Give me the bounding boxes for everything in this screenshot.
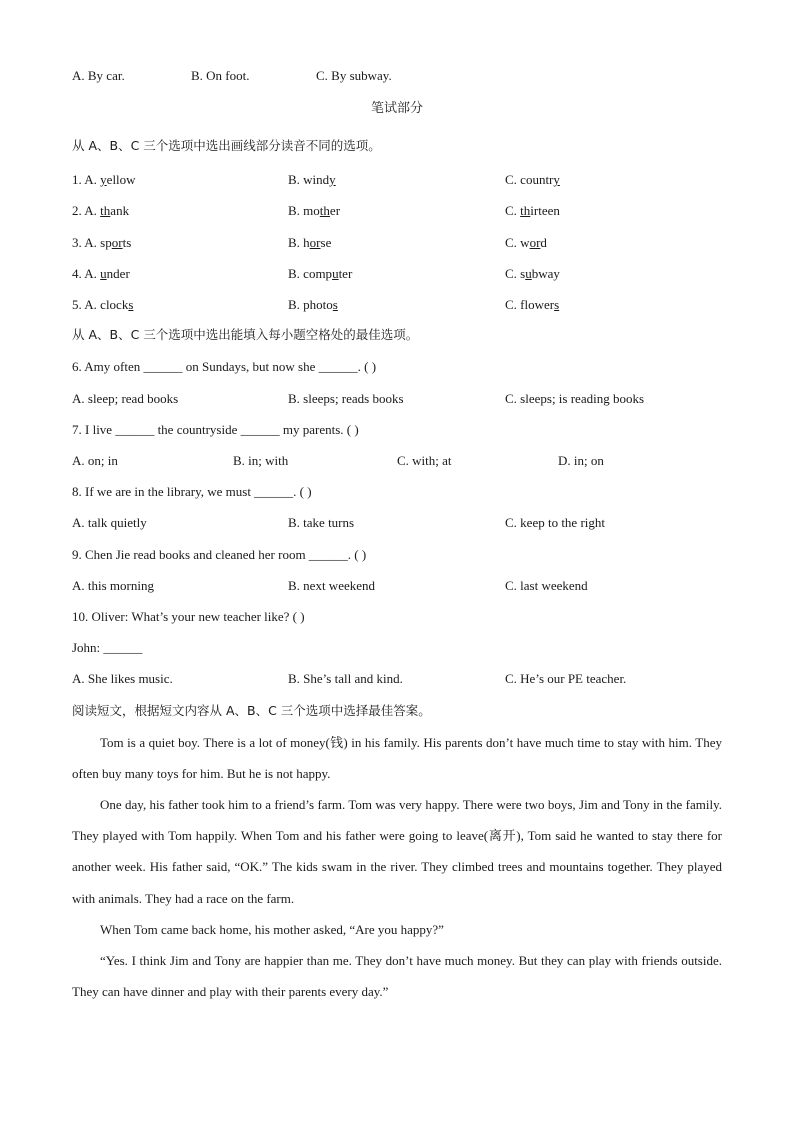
word-part: B. wind — [288, 172, 330, 187]
option-a — [72, 234, 131, 252]
word-part: sp — [100, 235, 112, 250]
word-part: B. photo — [288, 297, 333, 312]
word-part: er — [329, 203, 341, 218]
option-c — [505, 171, 560, 189]
word-part: 1. A. — [72, 172, 101, 187]
underlined-letters: s — [128, 297, 134, 312]
underlined-letters: s — [554, 297, 560, 312]
word-part: 4. A. — [72, 266, 101, 281]
word-part: C. — [505, 203, 521, 218]
option-b — [288, 171, 336, 189]
option-b — [288, 296, 338, 314]
option-c — [505, 234, 547, 252]
word-part: d — [540, 235, 547, 250]
word-part: ank — [110, 203, 130, 218]
word-part: C. countr — [505, 172, 554, 187]
underlined-letters: s — [332, 297, 338, 312]
word-part: B. comp — [288, 266, 333, 281]
underlined-letters: or — [309, 235, 321, 250]
q9-option-c: C. last weekend — [505, 578, 588, 593]
word-part: B. mo — [288, 203, 320, 218]
top-option-c: C. By subway. — [316, 68, 392, 83]
passage-paragraph-4: “Yes. I think Jim and Tony are happier than me. They don’t have much money. But they can play with friends outside. They can have dinner and play with their parents every day.” — [72, 953, 722, 1000]
word-part: ter — [338, 266, 353, 281]
q8-option-a: A. talk quietly — [72, 515, 147, 530]
part2-instruction: 从 A、B、C 三个选项中选出能填入每小题空格处的最佳选项。 — [72, 327, 419, 342]
option-b — [288, 265, 352, 283]
option-c — [505, 296, 559, 314]
underlined-letters: u — [332, 266, 339, 281]
option-a — [72, 296, 133, 314]
passage-paragraph-2: One day, his father took him to a friend’s farm. Tom was very happy. There were two boys, Jim and Tony in the family. They played with Tom happily. When Tom and his father were going to leave(离开), Tom said he wanted to stay there for another week. His father said, “OK.” The kids swam in the river. They climbed trees and mountains together. They played with animals. They had a race on the farm. — [72, 797, 722, 906]
q10-text: 10. Oliver: What’s your new teacher like? ( ) — [72, 609, 305, 624]
word-part: irteen — [530, 203, 560, 218]
part3-instruction: 阅读短文，根据短文内容从 A、B、C 三个选项中选择最佳答案。 — [72, 703, 431, 718]
word-part: B. h — [288, 235, 310, 250]
underlined-letters: th — [100, 203, 111, 218]
passage-paragraph-1: Tom is a quiet boy. There is a lot of money(钱) in his family. His parents don’t have much time to stay with him. They often buy many toys for him. But he is not happy. — [72, 735, 722, 782]
q10-reply: John: ______ — [72, 640, 143, 655]
option-c — [505, 265, 560, 283]
q7-option-b: B. in; with — [233, 453, 289, 468]
word-part: C. w — [505, 235, 530, 250]
option-c — [505, 202, 560, 220]
q6-option-a: A. sleep; read books — [72, 391, 179, 406]
q7-text: 7. I live ______ the countryside ______ my parents. ( ) — [72, 422, 359, 437]
underlined-letters: y — [100, 172, 107, 187]
option-b — [288, 234, 331, 252]
option-a — [72, 265, 130, 283]
underlined-letters: th — [319, 203, 330, 218]
q8-option-c: C. keep to the right — [505, 515, 606, 530]
q6-option-c: C. sleeps; is reading books — [505, 391, 645, 406]
word-part: C. flower — [505, 297, 555, 312]
word-part: 2. A. — [72, 203, 101, 218]
part1-instruction: 从 A、B、C 三个选项中选出画线部分读音不同的选项。 — [72, 138, 381, 153]
q7-option-a: A. on; in — [72, 453, 118, 468]
word-part: 3. A. — [72, 235, 101, 250]
q6-text: 6. Amy often ______ on Sundays, but now she ______. ( ) — [72, 359, 377, 374]
word-part: clock — [100, 297, 129, 312]
q8-text: 8. If we are in the library, we must ______. ( ) — [72, 484, 312, 499]
underlined-letters: y — [329, 172, 336, 187]
word-part: bway — [531, 266, 560, 281]
q10-option-a: A. She likes music. — [72, 671, 173, 686]
q9-option-a: A. this morning — [72, 578, 154, 593]
option-b — [288, 202, 340, 220]
q9-text: 9. Chen Jie read books and cleaned her room ______. ( ) — [72, 547, 367, 562]
word-part: se — [320, 235, 332, 250]
passage-paragraph-3: When Tom came back home, his mother asked, “Are you happy?” — [100, 922, 444, 937]
q7-option-c: C. with; at — [397, 453, 452, 468]
word-part: 5. A. — [72, 297, 101, 312]
q10-option-c: C. He’s our PE teacher. — [505, 671, 627, 686]
q8-option-b: B. take turns — [288, 515, 355, 530]
underlined-letters: or — [111, 235, 123, 250]
q6-option-b: B. sleeps; reads books — [288, 391, 404, 406]
word-part: ts — [122, 235, 132, 250]
top-option-b: B. On foot. — [191, 68, 250, 83]
underlined-letters: th — [520, 203, 531, 218]
section-title: 笔试部分 — [370, 100, 423, 115]
q9-option-b: B. next weekend — [288, 578, 376, 593]
word-part: ellow — [106, 172, 136, 187]
word-part: nder — [106, 266, 130, 281]
top-option-a: A. By car. — [72, 68, 125, 83]
word-part: C. s — [505, 266, 526, 281]
q10-option-b: B. She’s tall and kind. — [288, 671, 403, 686]
underlined-letters: u — [525, 266, 532, 281]
q7-option-d: D. in; on — [558, 453, 604, 468]
underlined-letters: u — [100, 266, 107, 281]
option-a — [72, 202, 129, 220]
underlined-letters: y — [553, 172, 560, 187]
underlined-letters: or — [529, 235, 541, 250]
option-a — [72, 171, 136, 189]
